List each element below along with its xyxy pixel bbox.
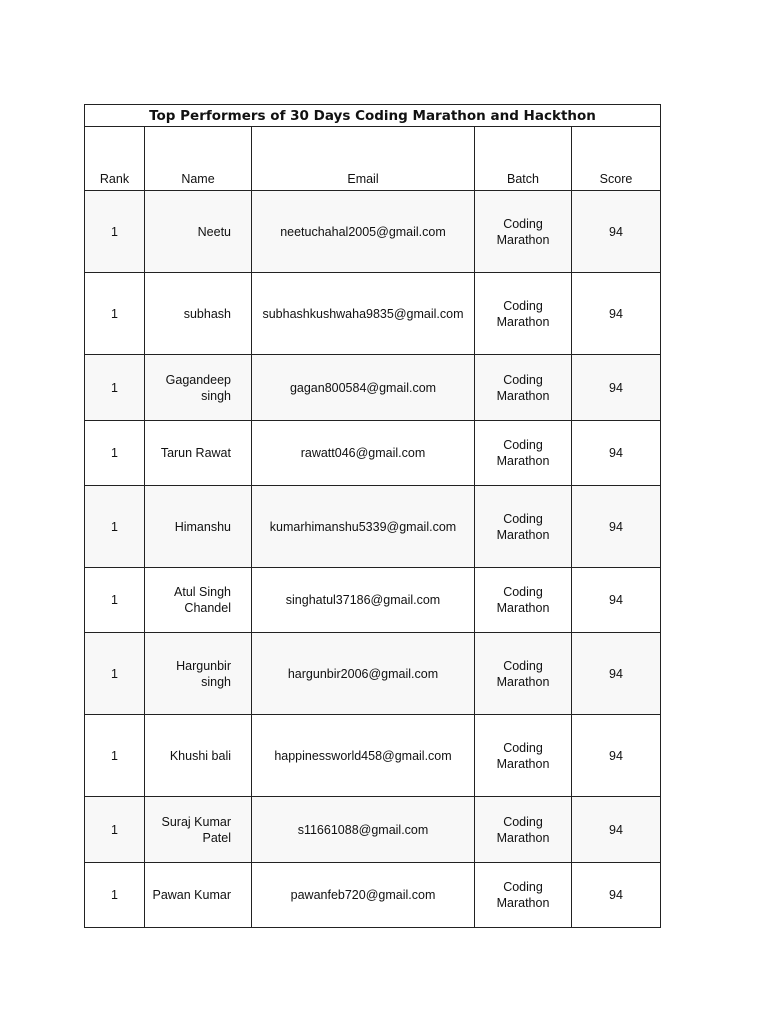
batch-text: Coding Marathon bbox=[496, 740, 550, 771]
rank-cell: 1 bbox=[85, 715, 145, 797]
email-cell: subhashkushwaha9835@gmail.com bbox=[252, 273, 475, 355]
email-cell: rawatt046@gmail.com bbox=[252, 421, 475, 486]
rank-cell: 1 bbox=[85, 633, 145, 715]
table-row bbox=[85, 568, 661, 633]
table-row bbox=[85, 797, 661, 863]
score-cell: 94 bbox=[572, 863, 661, 928]
table-title: Top Performers of 30 Days Coding Marathon and Hackthon bbox=[85, 105, 661, 127]
header-name: Name bbox=[145, 127, 252, 191]
rank-cell: 1 bbox=[85, 486, 145, 568]
rank-cell: 1 bbox=[85, 191, 145, 273]
rank-cell: 1 bbox=[85, 421, 145, 486]
batch-cell bbox=[475, 715, 572, 797]
batch-text: Coding Marathon bbox=[496, 585, 550, 615]
rank-cell: 1 bbox=[85, 797, 145, 863]
name-cell: Pawan Kumar bbox=[145, 863, 252, 928]
batch-cell bbox=[475, 863, 572, 928]
score-cell: 94 bbox=[572, 797, 661, 863]
email-cell: hargunbir2006@gmail.com bbox=[252, 633, 475, 715]
email-cell: gagan800584@gmail.com bbox=[252, 355, 475, 421]
batch-cell bbox=[475, 273, 572, 355]
batch-cell bbox=[475, 421, 572, 486]
batch-text: Coding Marathon bbox=[496, 814, 550, 845]
email-cell: kumarhimanshu5339@gmail.com bbox=[252, 486, 475, 568]
header-batch: Batch bbox=[475, 127, 572, 191]
score-cell: 94 bbox=[572, 568, 661, 633]
header-rank: Rank bbox=[85, 127, 145, 191]
header-score: Score bbox=[572, 127, 661, 191]
rank-cell: 1 bbox=[85, 568, 145, 633]
score-cell: 94 bbox=[572, 486, 661, 568]
name-cell: Tarun Rawat bbox=[145, 421, 252, 486]
batch-cell bbox=[475, 568, 572, 633]
name-cell: Suraj Kumar Patel bbox=[145, 797, 252, 863]
score-cell: 94 bbox=[572, 421, 661, 486]
name-cell: Himanshu bbox=[145, 486, 252, 568]
batch-cell bbox=[475, 355, 572, 421]
score-cell: 94 bbox=[572, 633, 661, 715]
table-row bbox=[85, 633, 661, 715]
rank-cell: 1 bbox=[85, 355, 145, 421]
batch-cell bbox=[475, 486, 572, 568]
table-row bbox=[85, 421, 661, 486]
score-cell: 94 bbox=[572, 355, 661, 421]
name-cell: Khushi bali bbox=[145, 715, 252, 797]
rank-cell: 1 bbox=[85, 273, 145, 355]
batch-cell bbox=[475, 633, 572, 715]
score-cell: 94 bbox=[572, 191, 661, 273]
name-cell: Hargunbir singh bbox=[145, 633, 252, 715]
batch-text: Coding Marathon bbox=[496, 880, 550, 910]
batch-text: Coding Marathon bbox=[496, 438, 550, 468]
performers-table bbox=[84, 104, 661, 928]
name-cell: Neetu bbox=[145, 191, 252, 273]
table-row bbox=[85, 715, 661, 797]
email-cell: s11661088@gmail.com bbox=[252, 797, 475, 863]
table-row bbox=[85, 191, 661, 273]
email-cell: pawanfeb720@gmail.com bbox=[252, 863, 475, 928]
batch-text: Coding Marathon bbox=[496, 298, 550, 329]
batch-text: Coding Marathon bbox=[496, 511, 550, 542]
table-row bbox=[85, 486, 661, 568]
name-cell: Gagandeep singh bbox=[145, 355, 252, 421]
name-cell: Atul Singh Chandel bbox=[145, 568, 252, 633]
batch-cell bbox=[475, 797, 572, 863]
batch-text: Coding Marathon bbox=[496, 658, 550, 689]
score-cell: 94 bbox=[572, 273, 661, 355]
batch-text: Coding Marathon bbox=[496, 372, 550, 403]
rank-cell: 1 bbox=[85, 863, 145, 928]
table-row bbox=[85, 273, 661, 355]
email-cell: singhatul37186@gmail.com bbox=[252, 568, 475, 633]
email-cell: happinessworld458@gmail.com bbox=[252, 715, 475, 797]
table-row bbox=[85, 863, 661, 928]
batch-text: Coding Marathon bbox=[496, 216, 550, 247]
header-email: Email bbox=[252, 127, 475, 191]
batch-cell bbox=[475, 191, 572, 273]
name-cell: subhash bbox=[145, 273, 252, 355]
table-row bbox=[85, 355, 661, 421]
email-cell: neetuchahal2005@gmail.com bbox=[252, 191, 475, 273]
score-cell: 94 bbox=[572, 715, 661, 797]
